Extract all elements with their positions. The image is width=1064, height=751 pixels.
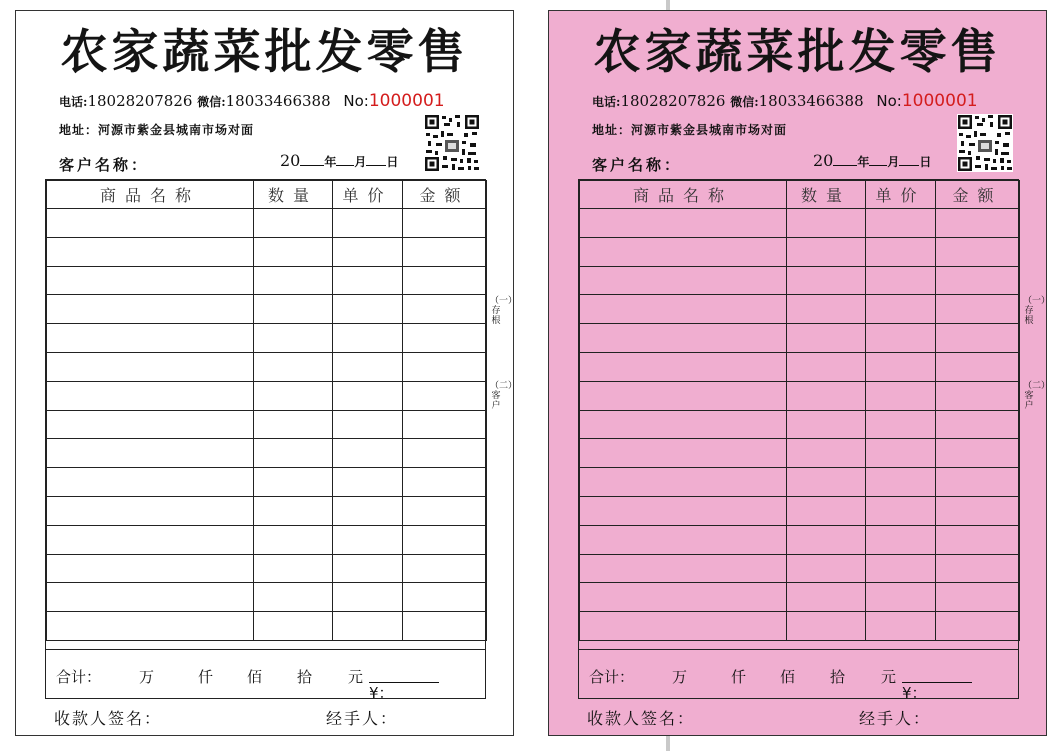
table-cell [936, 554, 1020, 583]
table-cell [403, 583, 487, 612]
table-cell [936, 381, 1020, 410]
column-header-unit-price: 单价 [866, 181, 936, 209]
table-row [47, 468, 487, 497]
total-label: 合计： [56, 668, 102, 686]
table-cell [580, 352, 787, 381]
total-unit-qian: 仟 [198, 668, 214, 686]
total-unit-shi: 拾 [830, 668, 846, 686]
date-month-label: 月 [354, 155, 367, 169]
table-row [47, 496, 487, 525]
total-label: 合计： [589, 668, 635, 686]
table-row [47, 612, 487, 641]
table-cell [580, 554, 787, 583]
column-header-unit-price: 单价 [333, 181, 403, 209]
table-cell [936, 237, 1020, 266]
total-unit-wan: 万 [672, 668, 688, 686]
total-currency-label: ¥： [902, 684, 927, 702]
table-cell [403, 410, 487, 439]
table-cell [333, 525, 403, 554]
column-header-product: 商品名称 [47, 181, 254, 209]
date-field [813, 151, 931, 170]
table-cell [580, 209, 787, 238]
table-cell [936, 583, 1020, 612]
table-cell [47, 352, 254, 381]
receipt-title: 农家蔬菜批发零售 [60, 25, 469, 80]
table-cell [333, 237, 403, 266]
serial-no-value: 1000001 [368, 91, 445, 111]
date-field [280, 151, 398, 170]
total-unit-shi: 拾 [297, 668, 313, 686]
date-year-prefix: 20 [280, 151, 301, 170]
table-cell [403, 209, 487, 238]
receipt-title: 农家蔬菜批发零售 [593, 25, 1002, 80]
table-cell [936, 266, 1020, 295]
side-label-stub: （一）存根 [490, 296, 518, 326]
table-cell [333, 381, 403, 410]
column-header-quantity: 数量 [787, 181, 866, 209]
table-cell [254, 468, 333, 497]
table-cell [866, 468, 936, 497]
table-cell [254, 295, 333, 324]
qr-code-icon [957, 114, 1013, 172]
table-row [580, 439, 1020, 468]
total-unit-wan: 万 [139, 668, 155, 686]
table-cell [403, 439, 487, 468]
table-cell [254, 381, 333, 410]
qr-code-icon [424, 114, 480, 172]
side-label-stub: （一）存根 [1023, 296, 1051, 326]
table-cell [936, 295, 1020, 324]
table-cell [47, 410, 254, 439]
table-cell [787, 295, 866, 324]
table-row [47, 352, 487, 381]
table-body [47, 209, 487, 641]
phone-value: 18028207826 [87, 92, 193, 110]
address-line: 地址：河源市紫金县城南市场对面 [592, 123, 788, 137]
table-cell [47, 266, 254, 295]
date-month-label: 月 [887, 155, 900, 169]
table-body [580, 209, 1020, 641]
column-header-amount: 金额 [403, 181, 487, 209]
table-cell [936, 496, 1020, 525]
serial-no-value: 1000001 [901, 91, 978, 111]
table-cell [403, 381, 487, 410]
table-cell [254, 612, 333, 641]
table-cell [580, 468, 787, 497]
table-cell [254, 237, 333, 266]
table-cell [254, 525, 333, 554]
table-cell [787, 525, 866, 554]
table-cell [936, 525, 1020, 554]
table-cell [333, 612, 403, 641]
wechat-value: 18033466388 [225, 92, 331, 110]
table-cell [47, 295, 254, 324]
table-cell [787, 324, 866, 353]
goods-table [45, 179, 486, 702]
table-row [47, 554, 487, 583]
table-cell [47, 496, 254, 525]
table-row [580, 266, 1020, 295]
table-cell [333, 295, 403, 324]
table-cell [254, 410, 333, 439]
table-row [47, 324, 487, 353]
table-cell [580, 410, 787, 439]
table-row [580, 468, 1020, 497]
table-cell [333, 266, 403, 295]
table-row [580, 554, 1020, 583]
table-row [47, 381, 487, 410]
total-currency-label: ¥： [369, 684, 394, 702]
table-cell [333, 352, 403, 381]
side-label-customer: （二）客户 [1023, 381, 1051, 411]
table-cell [866, 554, 936, 583]
table-cell [866, 439, 936, 468]
receipt-white-copy [15, 10, 518, 736]
table-cell [787, 352, 866, 381]
address-line: 地址：河源市紫金县城南市场对面 [59, 123, 255, 137]
table-cell [787, 209, 866, 238]
serial-no-label: No: [876, 92, 902, 110]
total-unit-qian: 仟 [731, 668, 747, 686]
total-row [579, 649, 1018, 702]
total-unit-yuan: 元 [881, 668, 897, 686]
table-cell [254, 554, 333, 583]
table-cell [866, 209, 936, 238]
table-cell [787, 439, 866, 468]
table-cell [333, 439, 403, 468]
wechat-value: 18033466388 [758, 92, 864, 110]
table-cell [936, 352, 1020, 381]
table-row [580, 525, 1020, 554]
column-header-product: 商品名称 [580, 181, 787, 209]
table-cell [580, 525, 787, 554]
table-row [47, 266, 487, 295]
date-year-label: 年 [324, 155, 337, 169]
table-cell [47, 468, 254, 497]
table-cell [866, 612, 936, 641]
phone-value: 18028207826 [620, 92, 726, 110]
table-cell [580, 439, 787, 468]
payee-signature-label: 收款人签名： [54, 709, 163, 728]
table-cell [254, 209, 333, 238]
handler-label: 经手人： [326, 709, 399, 728]
table-row [47, 209, 487, 238]
table-cell [787, 410, 866, 439]
table-row [580, 237, 1020, 266]
table-cell [254, 266, 333, 295]
date-day-label: 日 [386, 155, 399, 169]
table-cell [47, 324, 254, 353]
table-cell [333, 410, 403, 439]
table-cell [254, 352, 333, 381]
customer-name-label: 客户名称： [59, 156, 150, 174]
table-cell [47, 439, 254, 468]
table-cell [787, 381, 866, 410]
table-cell [787, 554, 866, 583]
payee-signature-label: 收款人签名： [587, 709, 696, 728]
table-cell [580, 583, 787, 612]
table-row [580, 496, 1020, 525]
table-cell [333, 324, 403, 353]
table-cell [936, 439, 1020, 468]
total-unit-bai: 佰 [247, 668, 263, 686]
table-cell [333, 554, 403, 583]
table-cell [580, 612, 787, 641]
table-cell [254, 324, 333, 353]
table-cell [866, 237, 936, 266]
table-cell [866, 410, 936, 439]
table-cell [403, 237, 487, 266]
table-cell [866, 525, 936, 554]
wechat-label: 微信: [197, 95, 226, 109]
table-cell [403, 324, 487, 353]
total-unit-yuan: 元 [348, 668, 364, 686]
table-cell [866, 381, 936, 410]
total-unit-bai: 佰 [780, 668, 796, 686]
table-cell [47, 237, 254, 266]
column-header-amount: 金额 [936, 181, 1020, 209]
table-cell [403, 554, 487, 583]
contact-line [592, 91, 978, 111]
table-cell [787, 612, 866, 641]
table-cell [936, 612, 1020, 641]
table-row [580, 209, 1020, 238]
table-row [580, 352, 1020, 381]
serial-no-label: No: [343, 92, 369, 110]
table-cell [403, 295, 487, 324]
table-cell [866, 496, 936, 525]
table-cell [580, 381, 787, 410]
table-header-row [47, 181, 487, 209]
table-row [47, 439, 487, 468]
table-row [580, 612, 1020, 641]
table-row [47, 237, 487, 266]
table-cell [254, 496, 333, 525]
table-row [580, 381, 1020, 410]
table-cell [333, 209, 403, 238]
table-cell [580, 324, 787, 353]
table-cell [403, 468, 487, 497]
table-cell [866, 266, 936, 295]
table-cell [866, 295, 936, 324]
date-day-label: 日 [919, 155, 932, 169]
table-cell [866, 324, 936, 353]
table-row [47, 295, 487, 324]
table-row [580, 324, 1020, 353]
table-cell [936, 324, 1020, 353]
table-cell [254, 439, 333, 468]
table-cell [47, 209, 254, 238]
table-cell [580, 237, 787, 266]
handler-label: 经手人： [859, 709, 932, 728]
table-row [580, 410, 1020, 439]
table-row [580, 295, 1020, 324]
table-cell [254, 583, 333, 612]
table-cell [47, 381, 254, 410]
table-cell [333, 468, 403, 497]
table-cell [866, 352, 936, 381]
table-cell [580, 266, 787, 295]
table-cell [403, 612, 487, 641]
table-cell [787, 237, 866, 266]
customer-name-label: 客户名称： [592, 156, 683, 174]
table-cell [787, 496, 866, 525]
table-cell [47, 583, 254, 612]
table-cell [580, 295, 787, 324]
date-year-prefix: 20 [813, 151, 834, 170]
receipt-pink-copy [548, 10, 1051, 736]
table-cell [403, 352, 487, 381]
side-label-customer: （二）客户 [490, 381, 518, 411]
phone-label: 电话: [592, 95, 621, 109]
column-header-quantity: 数量 [254, 181, 333, 209]
table-cell [333, 496, 403, 525]
phone-label: 电话: [59, 95, 88, 109]
total-row [46, 649, 485, 702]
wechat-label: 微信: [730, 95, 759, 109]
table-header-row [580, 181, 1020, 209]
table-cell [936, 410, 1020, 439]
table-cell [580, 496, 787, 525]
table-cell [403, 496, 487, 525]
table-row [47, 410, 487, 439]
table-cell [787, 266, 866, 295]
date-year-label: 年 [857, 155, 870, 169]
table-row [47, 525, 487, 554]
table-cell [787, 583, 866, 612]
table-cell [403, 525, 487, 554]
table-cell [866, 583, 936, 612]
contact-line [59, 91, 445, 111]
table-cell [47, 554, 254, 583]
table-cell [787, 468, 866, 497]
table-cell [47, 525, 254, 554]
table-row [47, 583, 487, 612]
table-cell [403, 266, 487, 295]
table-cell [333, 583, 403, 612]
table-cell [47, 612, 254, 641]
table-cell [936, 209, 1020, 238]
table-cell [936, 468, 1020, 497]
table-row [580, 583, 1020, 612]
goods-table [578, 179, 1019, 702]
